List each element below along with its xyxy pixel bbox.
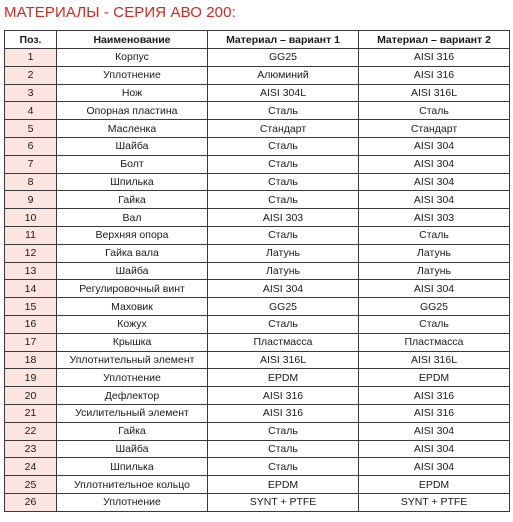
cell-material-variant-2: Сталь: [359, 102, 510, 120]
cell-position: 21: [5, 404, 57, 422]
cell-material-variant-1: SYNT + PTFE: [208, 493, 359, 511]
table-row: [5, 155, 510, 173]
cell-name: Вал: [57, 209, 208, 227]
cell-name: Болт: [57, 155, 208, 173]
cell-position: 3: [5, 84, 57, 102]
table-row: [5, 333, 510, 351]
cell-material-variant-1: AISI 316: [208, 404, 359, 422]
cell-material-variant-1: Сталь: [208, 137, 359, 155]
materials-table-header: [5, 31, 510, 49]
cell-material-variant-2: AISI 304: [359, 440, 510, 458]
cell-position: 25: [5, 476, 57, 494]
cell-material-variant-2: AISI 304: [359, 137, 510, 155]
cell-position: 7: [5, 155, 57, 173]
cell-material-variant-1: Сталь: [208, 458, 359, 476]
cell-name: Шпилька: [57, 458, 208, 476]
cell-name: Уплотнение: [57, 493, 208, 511]
cell-name: Уплотнительный элемент: [57, 351, 208, 369]
cell-material-variant-1: Стандарт: [208, 120, 359, 138]
cell-material-variant-2: AISI 316L: [359, 84, 510, 102]
table-row: [5, 458, 510, 476]
cell-material-variant-2: AISI 316L: [359, 351, 510, 369]
cell-position: 24: [5, 458, 57, 476]
table-row: [5, 120, 510, 138]
cell-position: 4: [5, 102, 57, 120]
cell-name: Масленка: [57, 120, 208, 138]
cell-material-variant-2: AISI 304: [359, 422, 510, 440]
cell-position: 10: [5, 209, 57, 227]
materials-table: [4, 30, 510, 512]
table-row: [5, 262, 510, 280]
cell-name: Уплотнение: [57, 369, 208, 387]
cell-material-variant-2: AISI 304: [359, 173, 510, 191]
cell-material-variant-1: GG25: [208, 49, 359, 67]
cell-material-variant-2: AISI 316: [359, 49, 510, 67]
page-title: МАТЕРИАЛЫ - СЕРИЯ АВО 200:: [4, 4, 236, 21]
cell-name: Опорная пластина: [57, 102, 208, 120]
cell-material-variant-2: Стандарт: [359, 120, 510, 138]
cell-material-variant-1: Сталь: [208, 102, 359, 120]
table-row: [5, 404, 510, 422]
cell-material-variant-2: Латунь: [359, 262, 510, 280]
cell-material-variant-2: Сталь: [359, 315, 510, 333]
cell-name: Корпус: [57, 49, 208, 67]
table-row: [5, 369, 510, 387]
cell-position: 15: [5, 298, 57, 316]
cell-name: Кожух: [57, 315, 208, 333]
cell-material-variant-1: EPDM: [208, 476, 359, 494]
cell-material-variant-2: Пластмасса: [359, 333, 510, 351]
cell-material-variant-1: AISI 304: [208, 280, 359, 298]
cell-position: 19: [5, 369, 57, 387]
cell-position: 5: [5, 120, 57, 138]
table-row: [5, 315, 510, 333]
cell-material-variant-2: AISI 316: [359, 404, 510, 422]
cell-name: Крышка: [57, 333, 208, 351]
table-row: [5, 102, 510, 120]
cell-position: 18: [5, 351, 57, 369]
cell-material-variant-2: AISI 316: [359, 387, 510, 405]
header-row: [5, 31, 510, 49]
cell-material-variant-2: AISI 316: [359, 66, 510, 84]
cell-position: 8: [5, 173, 57, 191]
cell-material-variant-2: GG25: [359, 298, 510, 316]
cell-name: Шайба: [57, 137, 208, 155]
table-row: [5, 440, 510, 458]
cell-position: 13: [5, 262, 57, 280]
header-position: Поз.: [5, 31, 57, 49]
cell-position: 9: [5, 191, 57, 209]
cell-material-variant-1: Сталь: [208, 173, 359, 191]
cell-name: Уплотнение: [57, 66, 208, 84]
cell-position: 16: [5, 315, 57, 333]
cell-name: Шпилька: [57, 173, 208, 191]
table-row: [5, 387, 510, 405]
cell-name: Гайка: [57, 191, 208, 209]
materials-table-body: [5, 49, 510, 512]
cell-material-variant-1: EPDM: [208, 369, 359, 387]
cell-position: 20: [5, 387, 57, 405]
cell-material-variant-2: AISI 304: [359, 458, 510, 476]
table-row: [5, 351, 510, 369]
cell-name: Шайба: [57, 440, 208, 458]
cell-position: 22: [5, 422, 57, 440]
cell-position: 1: [5, 49, 57, 67]
table-row: [5, 137, 510, 155]
table-row: [5, 173, 510, 191]
table-row: [5, 66, 510, 84]
cell-material-variant-1: Алюминий: [208, 66, 359, 84]
cell-position: 12: [5, 244, 57, 262]
table-row: [5, 244, 510, 262]
cell-material-variant-1: Пластмасса: [208, 333, 359, 351]
cell-name: Регулировочный винт: [57, 280, 208, 298]
cell-material-variant-1: Сталь: [208, 226, 359, 244]
header-material-variant-1: Материал – вариант 1: [208, 31, 359, 49]
table-row: [5, 49, 510, 67]
cell-material-variant-1: AISI 303: [208, 209, 359, 227]
table-row: [5, 209, 510, 227]
cell-material-variant-2: Латунь: [359, 244, 510, 262]
cell-position: 23: [5, 440, 57, 458]
cell-name: Уплотнительное кольцо: [57, 476, 208, 494]
cell-material-variant-1: Сталь: [208, 315, 359, 333]
cell-position: 2: [5, 66, 57, 84]
table-row: [5, 226, 510, 244]
table-row: [5, 280, 510, 298]
cell-position: 17: [5, 333, 57, 351]
cell-material-variant-1: Латунь: [208, 262, 359, 280]
cell-material-variant-2: AISI 304: [359, 191, 510, 209]
cell-material-variant-2: Сталь: [359, 226, 510, 244]
cell-position: 26: [5, 493, 57, 511]
cell-name: Шайба: [57, 262, 208, 280]
cell-material-variant-1: Сталь: [208, 440, 359, 458]
cell-name: Маховик: [57, 298, 208, 316]
table-row: [5, 191, 510, 209]
cell-material-variant-1: Сталь: [208, 191, 359, 209]
header-material-variant-2: Материал – вариант 2: [359, 31, 510, 49]
cell-material-variant-1: AISI 316: [208, 387, 359, 405]
cell-name: Гайка вала: [57, 244, 208, 262]
cell-name: Нож: [57, 84, 208, 102]
cell-name: Гайка: [57, 422, 208, 440]
cell-material-variant-1: GG25: [208, 298, 359, 316]
cell-material-variant-2: SYNT + PTFE: [359, 493, 510, 511]
header-name: Наименование: [57, 31, 208, 49]
table-row: [5, 84, 510, 102]
cell-position: 14: [5, 280, 57, 298]
table-row: [5, 422, 510, 440]
cell-material-variant-2: EPDM: [359, 476, 510, 494]
table-row: [5, 298, 510, 316]
cell-name: Дефлектор: [57, 387, 208, 405]
cell-name: Верхняя опора: [57, 226, 208, 244]
cell-material-variant-1: AISI 304L: [208, 84, 359, 102]
table-row: [5, 493, 510, 511]
cell-material-variant-1: Сталь: [208, 155, 359, 173]
cell-material-variant-2: EPDM: [359, 369, 510, 387]
cell-material-variant-2: AISI 304: [359, 280, 510, 298]
cell-position: 11: [5, 226, 57, 244]
cell-material-variant-1: Сталь: [208, 422, 359, 440]
table-row: [5, 476, 510, 494]
cell-name: Усилительный элемент: [57, 404, 208, 422]
cell-material-variant-1: Латунь: [208, 244, 359, 262]
cell-material-variant-2: AISI 304: [359, 155, 510, 173]
cell-material-variant-2: AISI 303: [359, 209, 510, 227]
cell-position: 6: [5, 137, 57, 155]
cell-material-variant-1: AISI 316L: [208, 351, 359, 369]
